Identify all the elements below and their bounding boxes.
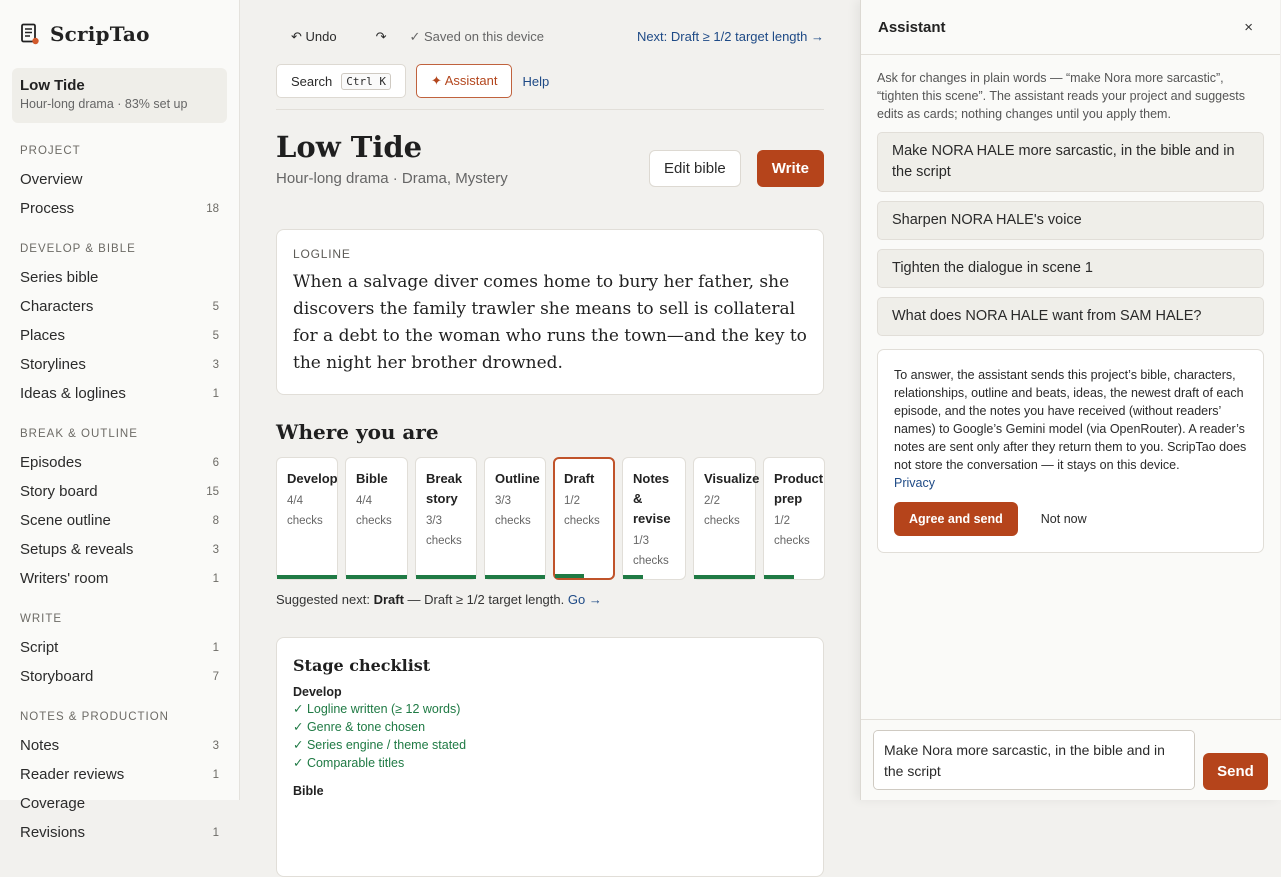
suggested-next bbox=[276, 592, 824, 607]
stage-card[interactable] bbox=[693, 457, 760, 580]
sidebar-item-overview[interactable] bbox=[12, 165, 227, 194]
project-header bbox=[276, 130, 824, 187]
sidebar-item-label: Script bbox=[20, 639, 59, 656]
nav-section-heading: BREAK & OUTLINE bbox=[20, 428, 138, 440]
sidebar-item-script[interactable] bbox=[12, 633, 227, 662]
close-icon[interactable]: × bbox=[1244, 18, 1253, 36]
sidebar-item-count: 18 bbox=[206, 202, 219, 215]
sidebar-item-writers-room[interactable] bbox=[12, 564, 227, 593]
sidebar-item-label: Setups & reveals bbox=[20, 541, 134, 558]
sidebar-item-process[interactable] bbox=[12, 194, 227, 223]
stage-card[interactable] bbox=[345, 457, 408, 580]
suggestion-chip[interactable]: Sharpen NORA HALE's voice bbox=[877, 201, 1264, 240]
checklist-title: Stage checklist bbox=[293, 656, 431, 675]
nav-section-heading: DEVELOP & BIBLE bbox=[20, 243, 136, 255]
sidebar-item-count: 1 bbox=[212, 641, 219, 654]
nav-section-heading: WRITE bbox=[20, 613, 63, 625]
sidebar-item-label: Storyboard bbox=[20, 668, 94, 685]
sidebar-item-ideas-loglines[interactable] bbox=[12, 379, 227, 408]
stage-progress-bar bbox=[485, 575, 545, 579]
sidebar-item-story-board[interactable] bbox=[12, 477, 227, 506]
assistant-panel bbox=[860, 0, 1280, 800]
sidebar-item-count: 1 bbox=[212, 387, 219, 400]
stage-progress bbox=[276, 457, 824, 580]
project-subtitle: Hour-long drama · 83% set up bbox=[20, 97, 188, 111]
sidebar-item-count: 7 bbox=[212, 670, 219, 683]
sidebar-item-label: Overview bbox=[20, 171, 83, 188]
stage-checklist bbox=[276, 637, 824, 877]
stage-name: Notes & revise bbox=[633, 471, 671, 526]
suggestion-chip[interactable]: Tighten the dialogue in scene 1 bbox=[877, 249, 1264, 288]
stage-name: Outline bbox=[495, 471, 540, 486]
sidebar-item-revisions[interactable] bbox=[12, 818, 227, 847]
suggestion-chip[interactable]: Make NORA HALE more sarcastic, in the bible and in the script bbox=[877, 132, 1264, 192]
sidebar-item-label: Places bbox=[20, 327, 66, 344]
stage-checks: 1/2 checks bbox=[774, 515, 810, 547]
checklist-group-name: Develop bbox=[293, 685, 342, 699]
stage-name: Bible bbox=[356, 471, 388, 486]
stage-checks: 2/2 checks bbox=[704, 495, 740, 527]
search-label: Search bbox=[291, 73, 333, 89]
sidebar-item-reader-reviews[interactable] bbox=[12, 760, 227, 789]
stage-name: Draft bbox=[564, 471, 595, 486]
suggest-prefix: Suggested next: bbox=[276, 592, 374, 607]
save-status: ✓ Saved on this device bbox=[409, 28, 544, 44]
privacy-link[interactable]: Privacy bbox=[894, 476, 935, 490]
logline-label: LOGLINE bbox=[293, 247, 351, 261]
assistant-body bbox=[861, 55, 1280, 567]
sidebar-item-count: 5 bbox=[212, 300, 219, 313]
sidebar-item-notes[interactable] bbox=[12, 731, 227, 760]
checklist-item: ✓ Comparable titles bbox=[293, 756, 405, 770]
checklist-item: ✓ Logline written (≥ 12 words) bbox=[293, 702, 461, 716]
sidebar-item-setups-reveals[interactable] bbox=[12, 535, 227, 564]
suggestion-chip[interactable]: What does NORA HALE want from SAM HALE? bbox=[877, 297, 1264, 336]
sidebar-item-label: Coverage bbox=[20, 795, 86, 812]
stage-progress-bar bbox=[623, 575, 643, 579]
script-logo-icon bbox=[20, 23, 40, 45]
brand[interactable] bbox=[12, 0, 227, 68]
undo-button[interactable]: ↶ Undo bbox=[291, 28, 337, 44]
help-link[interactable]: Help bbox=[522, 73, 550, 89]
stage-progress-bar bbox=[555, 574, 584, 578]
sidebar-item-count: 3 bbox=[212, 543, 219, 556]
send-button[interactable]: Send bbox=[1203, 753, 1268, 790]
checklist-item: ✓ Genre & tone chosen bbox=[293, 720, 426, 734]
logline-text: When a salvage diver comes home to bury her father, she discovers the family trawler she means to sell is collateral for a debt to the woman who runs the town—and the key to the night her brother drowned. bbox=[293, 272, 807, 373]
consent-text: To answer, the assistant sends this project’s bible, characters, relationships, outline and beats, ideas, the newest draft of each episode, and the notes you have received (without readers’ names) to Google’s Gemini model (via OpenRouter). A reader’s notes are sent only after they return them to you. ScripTao does not store the conversation — it stays on this device. bbox=[894, 368, 1247, 472]
stage-card[interactable] bbox=[276, 457, 338, 580]
search-shortcut: Ctrl K bbox=[341, 73, 391, 90]
consent-card bbox=[877, 349, 1264, 553]
message-composer bbox=[861, 719, 1281, 800]
sidebar-item-count: 6 bbox=[212, 456, 219, 469]
suggest-go-link[interactable]: Go → bbox=[567, 592, 602, 607]
sidebar-item-episodes[interactable] bbox=[12, 448, 227, 477]
nav-section-heading: PROJECT bbox=[20, 145, 81, 157]
page-title: Low Tide bbox=[276, 130, 423, 164]
stage-checks: 4/4 checks bbox=[287, 495, 323, 527]
sidebar bbox=[0, 0, 240, 841]
page-subtitle: Hour-long drama · Drama, Mystery bbox=[276, 170, 508, 187]
top-toolbar bbox=[276, 0, 824, 73]
stage-checks: 1/3 checks bbox=[633, 535, 669, 567]
sidebar-item-storylines[interactable] bbox=[12, 350, 227, 379]
write-button[interactable]: Write bbox=[757, 150, 824, 187]
search-button[interactable] bbox=[276, 64, 406, 98]
sidebar-item-label: Reader reviews bbox=[20, 766, 125, 783]
suggest-stage: Draft bbox=[373, 592, 404, 607]
sidebar-item-count: 3 bbox=[212, 739, 219, 752]
assistant-header bbox=[861, 0, 1280, 55]
message-input[interactable] bbox=[873, 730, 1195, 790]
agree-and-send-button[interactable]: Agree and send bbox=[894, 502, 1018, 536]
assistant-button[interactable]: ✦ Assistant bbox=[416, 64, 513, 98]
nav-section-heading: NOTES & PRODUCTION bbox=[20, 711, 169, 723]
suggestion-list bbox=[877, 132, 1264, 336]
not-now-button[interactable]: Not now bbox=[1040, 512, 1087, 526]
assistant-intro: Ask for changes in plain words — “make Nora more sarcastic”, “tighten this scene”. The assistant reads your project and suggests edits as cards; nothing changes until you apply them. bbox=[877, 71, 1246, 121]
sidebar-item-label: Revisions bbox=[20, 824, 86, 841]
main-content bbox=[240, 0, 860, 800]
edit-bible-button[interactable]: Edit bible bbox=[649, 150, 741, 187]
sidebar-item-coverage[interactable] bbox=[12, 789, 227, 818]
stage-checks: 3/3 checks bbox=[495, 495, 531, 527]
stage-card[interactable] bbox=[415, 457, 477, 580]
tool-row bbox=[276, 64, 824, 98]
sidebar-item-count: 1 bbox=[212, 572, 219, 585]
next-step-link[interactable]: Next: Draft ≥ 1/2 target length → bbox=[636, 29, 824, 44]
divider bbox=[276, 109, 824, 110]
sidebar-item-storyboard[interactable] bbox=[12, 662, 227, 691]
sidebar-item-series-bible[interactable] bbox=[12, 263, 227, 292]
suggest-detail: — Draft ≥ 1/2 target length. bbox=[403, 592, 568, 607]
stage-card[interactable] bbox=[484, 457, 546, 580]
current-project[interactable] bbox=[12, 68, 227, 123]
sidebar-item-count: 8 bbox=[212, 514, 219, 527]
stage-name: Visualize bbox=[704, 471, 760, 486]
assistant-title: Assistant bbox=[878, 18, 946, 36]
stage-card[interactable] bbox=[553, 457, 615, 580]
sidebar-item-characters[interactable] bbox=[12, 292, 227, 321]
sidebar-item-count: 15 bbox=[206, 485, 219, 498]
sidebar-item-count: 1 bbox=[212, 768, 219, 781]
stage-progress-bar bbox=[694, 575, 755, 579]
checklist-groups bbox=[293, 685, 807, 798]
sidebar-item-places[interactable] bbox=[12, 321, 227, 350]
sidebar-item-scene-outline[interactable] bbox=[12, 506, 227, 535]
sidebar-item-label: Storylines bbox=[20, 356, 86, 373]
sidebar-item-count: 3 bbox=[212, 358, 219, 371]
logline-card bbox=[276, 229, 824, 395]
stage-name: Break story bbox=[426, 471, 463, 506]
sidebar-item-label: Characters bbox=[20, 298, 94, 315]
sidebar-item-label: Story board bbox=[20, 483, 98, 500]
stage-name: Product prep bbox=[774, 471, 824, 506]
stage-card[interactable] bbox=[763, 457, 825, 580]
stage-progress-bar bbox=[416, 575, 476, 579]
stage-checks: 3/3 checks bbox=[426, 515, 462, 547]
where-you-are-heading: Where you are bbox=[276, 420, 439, 444]
sidebar-item-label: Series bible bbox=[20, 269, 99, 286]
sidebar-item-label: Writers' room bbox=[20, 570, 109, 587]
sidebar-item-label: Ideas & loglines bbox=[20, 385, 126, 402]
stage-card[interactable] bbox=[622, 457, 686, 580]
checklist-item: ✓ Series engine / theme stated bbox=[293, 738, 467, 752]
sidebar-item-count: 5 bbox=[212, 329, 219, 342]
stage-checks: 1/2 checks bbox=[564, 495, 600, 527]
sidebar-item-label: Notes bbox=[20, 737, 60, 754]
sidebar-item-label: Process bbox=[20, 200, 75, 217]
checklist-group-name: Bible bbox=[293, 784, 324, 798]
sidebar-nav bbox=[12, 145, 227, 847]
stage-checks: 4/4 checks bbox=[356, 495, 392, 527]
stage-progress-bar bbox=[764, 575, 794, 579]
stage-name: Develop bbox=[287, 471, 338, 486]
stage-progress-bar bbox=[277, 575, 337, 579]
project-title: Low Tide bbox=[20, 77, 85, 94]
stage-progress-bar bbox=[346, 575, 407, 579]
redo-button[interactable]: ↷ bbox=[375, 28, 387, 44]
sidebar-item-count: 1 bbox=[212, 826, 219, 839]
brand-name: ScripTao bbox=[50, 22, 150, 46]
sidebar-item-label: Episodes bbox=[20, 454, 82, 471]
sidebar-item-label: Scene outline bbox=[20, 512, 111, 529]
